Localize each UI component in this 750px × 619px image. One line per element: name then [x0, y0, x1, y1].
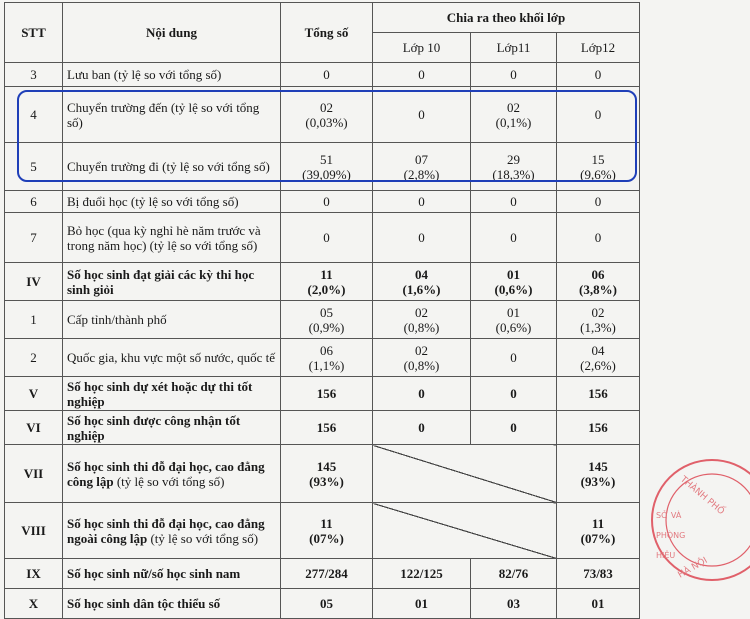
row-stt: 3 [5, 63, 63, 87]
row-content: Số học sinh dự xét hoặc dự thi tốt nghiệp [63, 377, 281, 411]
cell-value: 0 [418, 194, 425, 209]
cell-crossed [373, 503, 557, 559]
row-content: Bị đuổi học (tỷ lệ so với tổng số) [63, 191, 281, 213]
cell-value: (2,0%) [307, 281, 346, 297]
table-row [5, 213, 640, 263]
cell-value: 04 [591, 342, 605, 358]
cell-value: 0 [418, 420, 425, 435]
cell-value: (07%) [580, 530, 616, 546]
cell-value: (18,3%) [492, 166, 535, 182]
cell-value: (93%) [309, 473, 344, 489]
cell-value: 11 [320, 266, 333, 282]
cell-tong [281, 63, 373, 87]
cell-l10 [373, 589, 471, 619]
cell-value: 01 [591, 596, 605, 611]
row-content: Số học sinh đạt giải các kỳ thi học sinh giỏi [63, 263, 281, 301]
cell-tong [281, 339, 373, 377]
cell-value: (0,6%) [494, 281, 533, 297]
header-lop10: Lớp 10 [373, 33, 471, 63]
cell-value: 05 [320, 304, 333, 320]
row-content: Quốc gia, khu vực một số nước, quốc tế [63, 339, 281, 377]
cell-l10 [373, 213, 471, 263]
cell-tong [281, 445, 373, 503]
table-row [5, 559, 640, 589]
cell-l12 [557, 445, 640, 503]
row-stt: VII [5, 445, 63, 503]
row-stt: 2 [5, 339, 63, 377]
cell-value: 07 [415, 151, 428, 167]
cell-l12 [557, 559, 640, 589]
cell-value: 01 [507, 304, 520, 320]
cell-l11 [471, 63, 557, 87]
table-row [5, 377, 640, 411]
cell-l10 [373, 263, 471, 301]
cell-l10 [373, 63, 471, 87]
cell-value: 277/284 [305, 566, 348, 581]
cell-tong [281, 191, 373, 213]
statistics-table [4, 2, 640, 619]
cell-l11 [471, 213, 557, 263]
cell-value: 0 [510, 194, 517, 209]
cell-value: 0 [323, 67, 330, 82]
cell-l12 [557, 377, 640, 411]
cell-value: (2,8%) [403, 166, 440, 182]
cell-value: 156 [316, 420, 337, 435]
header-tong-so: Tổng số [281, 3, 373, 63]
row-stt: IV [5, 263, 63, 301]
cell-value: (93%) [580, 473, 616, 489]
row-stt: V [5, 377, 63, 411]
cell-value: 11 [591, 515, 605, 531]
cell-value: 0 [510, 230, 517, 245]
cell-l10 [373, 411, 471, 445]
cell-value: (1,6%) [402, 281, 441, 297]
cell-l10 [373, 559, 471, 589]
cell-value: 0 [323, 194, 330, 209]
row-content [63, 503, 281, 559]
table-row [5, 63, 640, 87]
cell-value: 02 [415, 304, 428, 320]
cell-l11 [471, 87, 557, 143]
cell-l10 [373, 377, 471, 411]
cell-value: 02 [507, 99, 520, 115]
cell-tong [281, 559, 373, 589]
cell-value: 05 [320, 596, 333, 611]
cell-crossed [373, 445, 557, 503]
cell-value: 0 [418, 107, 425, 122]
table-row [5, 263, 640, 301]
cell-value: 82/76 [498, 566, 529, 581]
row-content: Lưu ban (tỷ lệ so với tổng số) [63, 63, 281, 87]
cell-value: 51 [320, 151, 333, 167]
cell-value: (3,8%) [579, 281, 617, 297]
cell-value: (0,03%) [305, 114, 348, 130]
header-noi-dung: Nội dung [63, 3, 281, 63]
cell-value: 156 [316, 386, 337, 401]
cell-l12 [557, 263, 640, 301]
row-content: Chuyển trường đi (tỷ lệ so với tổng số) [63, 143, 281, 191]
cell-value: 06 [320, 342, 333, 358]
content-bold: Số học sinh thi đỗ đại học, cao đẳng ngoài công lập [67, 515, 265, 546]
cell-tong [281, 263, 373, 301]
cell-l12 [557, 63, 640, 87]
cell-tong [281, 503, 373, 559]
header-lop11: Lớp11 [471, 33, 557, 63]
table-row [5, 191, 640, 213]
row-stt: 7 [5, 213, 63, 263]
cell-tong [281, 301, 373, 339]
row-stt: X [5, 589, 63, 619]
row-content [63, 445, 281, 503]
row-content: Bỏ học (qua kỳ nghỉ hè năm trước và trong năm học) (tỷ lệ so với tổng số) [63, 213, 281, 263]
cell-l12 [557, 87, 640, 143]
row-content: Cấp tỉnh/thành phố [63, 301, 281, 339]
cell-l12 [557, 503, 640, 559]
cell-l12 [557, 339, 640, 377]
content-normal: (tỷ lệ so với tổng số) [147, 530, 259, 546]
cell-tong [281, 411, 373, 445]
cell-l10 [373, 301, 471, 339]
table-row [5, 301, 640, 339]
cell-value: 0 [594, 67, 602, 82]
cell-value: 0 [510, 420, 517, 435]
cell-tong [281, 589, 373, 619]
row-stt: 1 [5, 301, 63, 339]
cell-value: (39,09%) [302, 166, 351, 182]
cell-l10 [373, 87, 471, 143]
header-chia-ra: Chia ra theo khối lớp [373, 3, 640, 33]
cell-value: 156 [588, 420, 608, 435]
cell-value: 29 [507, 151, 520, 167]
cell-tong [281, 377, 373, 411]
cell-value: (9,6%) [580, 166, 616, 182]
table-row [5, 143, 640, 191]
table-row [5, 339, 640, 377]
content-bold: Số học sinh thi đỗ đại học, cao đẳng công lập [67, 458, 265, 489]
cell-value: (1,1%) [308, 357, 345, 373]
cell-l12 [557, 143, 640, 191]
cell-l11 [471, 339, 557, 377]
cell-value: 0 [594, 194, 602, 209]
cell-value: (2,6%) [580, 357, 616, 373]
cell-value: 01 [415, 596, 428, 611]
cell-l11 [471, 191, 557, 213]
cell-value: 0 [510, 350, 517, 365]
row-stt: VI [5, 411, 63, 445]
cell-value: 06 [591, 266, 605, 282]
cell-l11 [471, 589, 557, 619]
cell-value: 04 [415, 266, 428, 282]
row-content: Chuyển trường đến (tỷ lệ so với tổng số) [63, 87, 281, 143]
cell-value: (0,9%) [308, 319, 345, 335]
svg-text:PHÒNG: PHÒNG [656, 531, 686, 540]
cell-value: 02 [320, 99, 333, 115]
row-stt: IX [5, 559, 63, 589]
cell-value: 145 [316, 458, 337, 474]
cell-value: 01 [507, 266, 520, 282]
cell-l11 [471, 263, 557, 301]
row-content: Số học sinh được công nhận tốt nghiệp [63, 411, 281, 445]
cell-l11 [471, 559, 557, 589]
cell-tong [281, 213, 373, 263]
cell-l11 [471, 377, 557, 411]
row-content: Số học sinh nữ/số học sinh nam [63, 559, 281, 589]
cell-tong [281, 87, 373, 143]
table-row [5, 589, 640, 619]
cell-value: (0,8%) [403, 319, 440, 335]
stamp-seal [640, 440, 750, 600]
cell-value: 0 [510, 67, 517, 82]
cell-l12 [557, 301, 640, 339]
cell-l12 [557, 213, 640, 263]
table-row [5, 503, 640, 559]
cell-value: 0 [418, 67, 425, 82]
cell-value: 0 [418, 230, 425, 245]
cell-value: 73/83 [583, 566, 613, 581]
cell-l10 [373, 339, 471, 377]
cell-value: 0 [594, 107, 602, 122]
cell-value: (07%) [309, 530, 344, 546]
cell-value: 0 [594, 230, 602, 245]
cell-l11 [471, 301, 557, 339]
row-stt: 5 [5, 143, 63, 191]
cell-value: (1,3%) [580, 319, 616, 335]
cell-l10 [373, 143, 471, 191]
cell-value: 02 [591, 304, 605, 320]
svg-text:SỞ VÀ: SỞ VÀ [656, 511, 682, 520]
cell-value: 02 [415, 342, 428, 358]
cell-l12 [557, 589, 640, 619]
cell-value: 156 [588, 386, 608, 401]
header-stt: STT [5, 3, 63, 63]
cell-value: 145 [588, 458, 608, 474]
content-normal: (tỷ lệ so với tổng số) [113, 473, 225, 489]
svg-text:HIỆU: HIỆU [656, 551, 676, 560]
cell-value: (0,6%) [495, 319, 532, 335]
cell-l12 [557, 191, 640, 213]
row-content: Số học sinh dân tộc thiểu số [63, 589, 281, 619]
svg-text:HÀ NỘI: HÀ NỘI [676, 555, 710, 581]
cell-l11 [471, 411, 557, 445]
cell-value: (0,8%) [403, 357, 440, 373]
header-lop12: Lớp12 [557, 33, 640, 63]
cell-value: 03 [507, 596, 520, 611]
cell-l12 [557, 411, 640, 445]
row-stt: 6 [5, 191, 63, 213]
table-row [5, 87, 640, 143]
cell-value: 122/125 [400, 566, 443, 581]
table-row [5, 411, 640, 445]
cell-value: 0 [323, 230, 330, 245]
cell-value: 0 [510, 386, 517, 401]
cell-value: 0 [418, 386, 425, 401]
table-row [5, 445, 640, 503]
row-stt: 4 [5, 87, 63, 143]
cell-l11 [471, 143, 557, 191]
cell-value: (0,1%) [495, 114, 532, 130]
row-stt: VIII [5, 503, 63, 559]
cell-tong [281, 143, 373, 191]
svg-text:THÀNH PHỐ: THÀNH PHỐ [678, 474, 726, 518]
cell-value: 15 [591, 151, 605, 167]
cell-l10 [373, 191, 471, 213]
cell-value: 11 [320, 515, 333, 531]
